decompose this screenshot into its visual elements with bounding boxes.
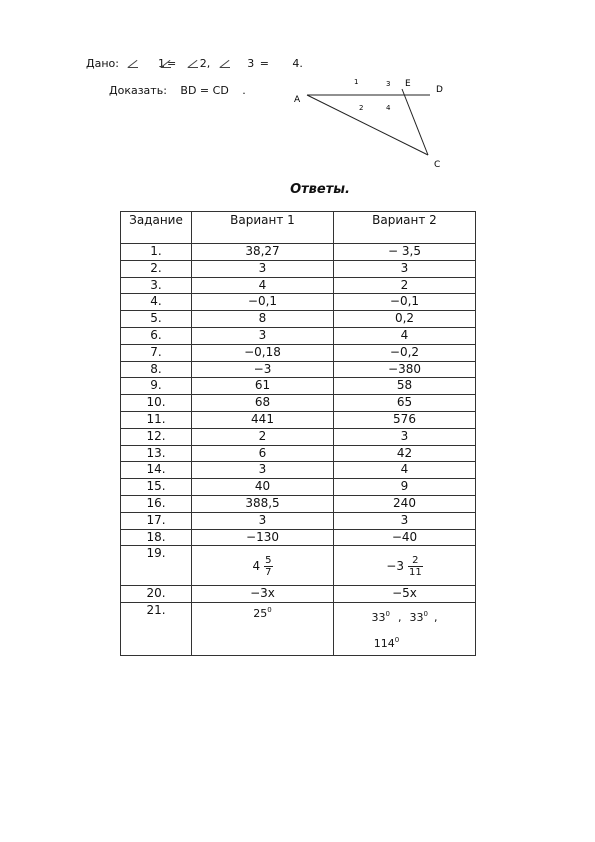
variant-1-answer: 68 bbox=[192, 395, 334, 412]
table-row bbox=[121, 311, 476, 328]
angle-3: 3 bbox=[247, 57, 255, 70]
variant-1-answer: −3 bbox=[192, 361, 334, 378]
table-row bbox=[121, 378, 476, 395]
variant-2-answer bbox=[334, 603, 476, 656]
header-task: Задание bbox=[121, 212, 192, 244]
variant-1-answer: 3 bbox=[192, 260, 334, 277]
task-number: 21. bbox=[121, 603, 192, 656]
variant-2-answer: 65 bbox=[334, 395, 476, 412]
variant-1-answer: 38,27 bbox=[192, 244, 334, 261]
table-header-row bbox=[121, 212, 476, 244]
task-number: 7. bbox=[121, 344, 192, 361]
point-a: A bbox=[294, 95, 301, 105]
variant-2-answer: −380 bbox=[334, 361, 476, 378]
table-row bbox=[121, 512, 476, 529]
denominator: 7 bbox=[265, 567, 272, 579]
table-row bbox=[121, 327, 476, 344]
point-e: E bbox=[405, 79, 411, 89]
task-number: 3. bbox=[121, 277, 192, 294]
table-row bbox=[121, 260, 476, 277]
variant-1-answer bbox=[192, 546, 334, 586]
variant-1-answer: 4 bbox=[192, 277, 334, 294]
variant-2-answer: 3 bbox=[334, 260, 476, 277]
angle-value: 33 bbox=[371, 611, 386, 625]
variant-2-answer: 3 bbox=[334, 512, 476, 529]
equals-sign: = bbox=[259, 57, 269, 70]
prove-line bbox=[109, 84, 246, 97]
variant-1-answer: 388,5 bbox=[192, 495, 334, 512]
variant-2-answer: 58 bbox=[334, 378, 476, 395]
table-row bbox=[121, 445, 476, 462]
variant-1-answer: 2 bbox=[192, 428, 334, 445]
variant-1-answer: 441 bbox=[192, 411, 334, 428]
task-number: 15. bbox=[121, 479, 192, 496]
variant-1-answer: 6 bbox=[192, 445, 334, 462]
angle-1: 1 bbox=[157, 57, 165, 70]
degree-sign: 0 bbox=[385, 610, 390, 619]
given-line bbox=[86, 57, 303, 70]
variant-2-answer: 0,2 bbox=[334, 311, 476, 328]
angle-value: 33 bbox=[409, 611, 424, 625]
angle-label-4: 4 bbox=[386, 104, 391, 112]
angle-icon bbox=[188, 59, 198, 68]
task-number: 2. bbox=[121, 260, 192, 277]
table-row bbox=[121, 495, 476, 512]
variant-1-answer: 3 bbox=[192, 512, 334, 529]
point-d: D bbox=[436, 85, 443, 95]
variant-2-answer: −5x bbox=[334, 586, 476, 603]
variant-2-answer: 4 bbox=[334, 327, 476, 344]
angle-2: 2 bbox=[199, 57, 207, 70]
variant-2-answer: 240 bbox=[334, 495, 476, 512]
separator: , bbox=[398, 611, 402, 625]
variant-1-answer: 3 bbox=[192, 462, 334, 479]
answers-title: Ответы. bbox=[290, 182, 350, 197]
angle-label-1: 1 bbox=[354, 78, 359, 86]
task-number: 19. bbox=[121, 546, 192, 586]
header-variant-2: Вариант 2 bbox=[334, 212, 476, 244]
table-row bbox=[121, 361, 476, 378]
task-number: 12. bbox=[121, 428, 192, 445]
variant-1-answer: −130 bbox=[192, 529, 334, 546]
prove-label: Доказать: bbox=[109, 84, 167, 97]
fraction bbox=[408, 555, 423, 578]
angle-label-3: 3 bbox=[386, 80, 391, 88]
table-row bbox=[121, 244, 476, 261]
equals-sign: = bbox=[166, 57, 177, 70]
variant-2-answer: 42 bbox=[334, 445, 476, 462]
variant-2-answer: 3 bbox=[334, 428, 476, 445]
angle-icon bbox=[128, 59, 138, 68]
table-row bbox=[121, 428, 476, 445]
variant-2-answer: 9 bbox=[334, 479, 476, 496]
variant-1-answer: 40 bbox=[192, 479, 334, 496]
variant-1-answer: 61 bbox=[192, 378, 334, 395]
variant-2-answer: 4 bbox=[334, 462, 476, 479]
denominator: 11 bbox=[408, 567, 422, 579]
table-row bbox=[121, 529, 476, 546]
task-number: 20. bbox=[121, 586, 192, 603]
segment-ec bbox=[402, 89, 428, 155]
variant-1-answer: 8 bbox=[192, 311, 334, 328]
variant-1-answer: −0,1 bbox=[192, 294, 334, 311]
variant-1-answer: −3x bbox=[192, 586, 334, 603]
task-number: 9. bbox=[121, 378, 192, 395]
task-number: 4. bbox=[121, 294, 192, 311]
task-number: 14. bbox=[121, 462, 192, 479]
table-row bbox=[121, 603, 476, 656]
task-number: 8. bbox=[121, 361, 192, 378]
table-row bbox=[121, 462, 476, 479]
numerator: 5 bbox=[265, 555, 272, 567]
table-row bbox=[121, 277, 476, 294]
variant-2-answer: −0,2 bbox=[334, 344, 476, 361]
angle-icon bbox=[220, 59, 230, 68]
task-number: 6. bbox=[121, 327, 192, 344]
whole-part: −3 bbox=[386, 559, 404, 574]
angle-label-2: 2 bbox=[359, 104, 364, 112]
task-number: 16. bbox=[121, 495, 192, 512]
variant-2-answer: −0,1 bbox=[334, 294, 476, 311]
angle-icon bbox=[161, 59, 171, 68]
table-row bbox=[121, 344, 476, 361]
table-row bbox=[121, 546, 476, 586]
fraction bbox=[264, 555, 272, 578]
table-row bbox=[121, 586, 476, 603]
separator: , bbox=[433, 611, 438, 625]
task-number: 5. bbox=[121, 311, 192, 328]
numerator: 2 bbox=[408, 555, 423, 567]
variant-1-answer: 3 bbox=[192, 327, 334, 344]
answers-table bbox=[120, 211, 476, 656]
task-number: 17. bbox=[121, 512, 192, 529]
table-row bbox=[121, 479, 476, 496]
comma: , bbox=[206, 57, 211, 70]
point-c: C bbox=[434, 160, 441, 170]
angle-value: 114 bbox=[373, 637, 395, 651]
variant-2-answer: − 3,5 bbox=[334, 244, 476, 261]
whole-part: 4 bbox=[252, 559, 261, 574]
triangle-figure bbox=[280, 70, 450, 175]
header-variant-1: Вариант 1 bbox=[192, 212, 334, 244]
table-row bbox=[121, 411, 476, 428]
angle-value: 25 bbox=[253, 607, 268, 621]
degree-sign: 0 bbox=[423, 610, 428, 619]
prove-dot: . bbox=[242, 84, 246, 97]
degree-sign: 0 bbox=[267, 606, 272, 615]
variant-1-answer: −0,18 bbox=[192, 344, 334, 361]
given-label: Дано: bbox=[86, 57, 119, 70]
task-number: 18. bbox=[121, 529, 192, 546]
variant-2-answer: −40 bbox=[334, 529, 476, 546]
task-number: 10. bbox=[121, 395, 192, 412]
variant-2-answer bbox=[334, 546, 476, 586]
task-number: 13. bbox=[121, 445, 192, 462]
variant-1-answer bbox=[192, 603, 334, 656]
prove-statement: BD = CD bbox=[180, 84, 229, 97]
variant-2-answer: 2 bbox=[334, 277, 476, 294]
variant-2-answer: 576 bbox=[334, 411, 476, 428]
task-number: 1. bbox=[121, 244, 192, 261]
degree-sign: 0 bbox=[394, 636, 400, 645]
task-number: 11. bbox=[121, 411, 192, 428]
table-row bbox=[121, 294, 476, 311]
table-row bbox=[121, 395, 476, 412]
angle-4: 4. bbox=[292, 57, 303, 70]
segment-ac bbox=[307, 95, 428, 155]
